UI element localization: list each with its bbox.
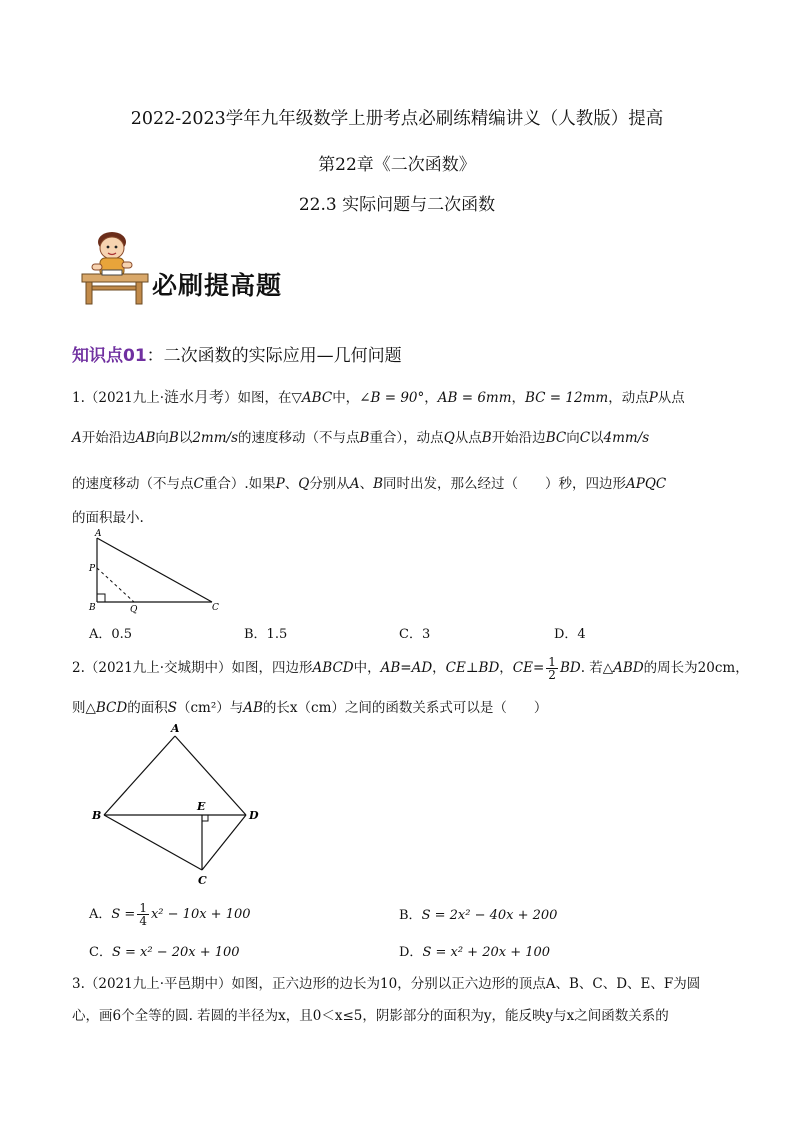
q2-option-d-expr: S = x² + 20x + 100	[422, 945, 551, 960]
q2-text-d: 的周长为20cm，	[643, 660, 749, 676]
q1-angle: ∠B = 90°	[359, 390, 425, 406]
q1-l3-e: 、	[359, 476, 374, 492]
label-q: Q	[130, 605, 138, 614]
q2-option-b-label: B．	[399, 908, 422, 923]
q2-l2-a: 则△	[72, 700, 96, 716]
edge-ab	[104, 736, 175, 815]
section-separator: ：	[146, 346, 164, 366]
edge-ad	[175, 736, 246, 815]
q2-option-d-label: D．	[399, 945, 423, 960]
q1-number: 1.（2021九上·	[72, 390, 165, 406]
q2-l2-d: 的长x（cm）之间的函数关系式可以是（ ）	[262, 700, 548, 716]
q1-option-b[interactable]: B．1.5	[244, 627, 288, 642]
q2-frac-num: 1	[548, 655, 556, 669]
q2-cond-ab-ad: AB=AD	[380, 660, 433, 676]
q1-l2-C: C	[579, 430, 591, 446]
q1-l2-bc: BC	[545, 430, 567, 446]
q2-option-c[interactable]	[89, 941, 240, 960]
q1-text-c: ，	[424, 390, 438, 406]
q1-l2-a: 开始沿边	[81, 430, 136, 446]
q1-l3-c: 、	[284, 476, 299, 492]
q2-abd: ABD	[613, 660, 644, 676]
q1-l2-d: 的速度移动（不与点	[238, 430, 360, 446]
q1-l3-f: 同时出发，那么经过（ ）秒，四边形	[382, 476, 626, 492]
q1-l2-e: 重合），动点	[369, 430, 444, 446]
q1-l3-B: B	[373, 476, 383, 492]
section-title: 22.3 实际问题与二次函数	[298, 195, 496, 215]
q2-ab: AB	[243, 700, 263, 716]
q2-bcd: BCD	[95, 700, 128, 716]
q1-line2	[72, 426, 649, 446]
q1-speed-p: 2mm/s	[192, 430, 239, 446]
q2-option-c-label: C．	[89, 945, 112, 960]
q2-option-a[interactable]	[89, 902, 251, 927]
q1-text-e: ，动点	[608, 390, 649, 406]
q1-l2-g: 开始沿边	[491, 430, 546, 446]
q1-text-f: 从点	[657, 390, 685, 406]
q1-speed-q: 4mm/s	[603, 430, 650, 446]
q2-text-a: 2.（2021九上·交城期中）如图，四边形	[72, 660, 313, 676]
q1-bc: BC = 12mm	[525, 390, 609, 406]
q1-l3-a: 的速度移动（不与点	[72, 476, 194, 492]
q2-cond-ce: CE=	[512, 660, 545, 676]
q2-line2	[72, 696, 547, 716]
q1-triangle-figure	[80, 528, 230, 614]
q1-l2-b: 向	[155, 430, 169, 446]
right-angle-mark	[202, 815, 208, 821]
section-topic: 二次函数的实际应用—几何问题	[163, 346, 402, 366]
q2-cond-perp: CE⊥BD	[445, 660, 500, 676]
q1-l2-q: Q	[443, 430, 455, 446]
q1-l2-c: 以	[178, 430, 193, 446]
q1-l2-B2: B	[359, 430, 370, 446]
q2-option-c-expr: S = x² − 20x + 100	[111, 945, 240, 960]
q2-option-a-post: x² − 10x + 100	[150, 907, 251, 922]
right-angle-mark	[97, 594, 105, 602]
q2-quadrilateral-figure	[88, 720, 268, 890]
q2-option-a-fraction	[137, 902, 149, 927]
q1-triangle: ▽ABC	[291, 390, 333, 406]
label-p: P	[89, 564, 96, 574]
q1-l3-A: A	[349, 476, 360, 492]
q1-l3-b: 重合）.如果	[203, 476, 276, 492]
q2-line1	[72, 656, 749, 681]
q2-text-c: . 若△	[580, 660, 614, 676]
q1-l3-d: 分别从	[309, 476, 350, 492]
q3-line2: 心，画6个全等的圆. 若圆的半径为x，且0＜x≤5，阴影部分的面积为y，能反映y与x之间函数关系的	[72, 1008, 669, 1024]
q2-abcd: ABCD	[312, 660, 354, 676]
label-a: A	[95, 529, 102, 539]
q2-option-a-label: A．	[89, 907, 112, 922]
banner-label: 必刷提高题	[152, 271, 283, 300]
q1-line3	[72, 472, 666, 492]
q2-text-b: 中，	[353, 660, 381, 676]
q2-s-var: S	[167, 700, 177, 716]
segment-pq	[97, 568, 134, 602]
q1-pt-a: A	[72, 430, 82, 446]
q1-text-b: 中，	[332, 390, 360, 406]
q1-l3-p: P	[275, 476, 285, 492]
q2-l2-c: （cm²）与	[176, 700, 244, 716]
section-heading	[72, 341, 402, 366]
edge-ac	[97, 538, 212, 602]
q2-option-b-expr: S = 2x² − 40x + 200	[421, 908, 558, 923]
edge-bc	[104, 815, 202, 870]
q1-l2-i: 以	[590, 430, 604, 446]
label-b: B	[89, 603, 96, 613]
q1-option-d[interactable]: D．4	[554, 627, 586, 642]
label-e: E	[197, 800, 206, 813]
knowledge-point-label: 知识点01	[72, 346, 147, 366]
q1-l2-h: 向	[566, 430, 580, 446]
q2-option-d[interactable]	[399, 941, 550, 960]
q1-l3-C: C	[193, 476, 204, 492]
q1-l2-ab: AB	[135, 430, 156, 446]
edge-dc	[202, 815, 246, 870]
q1-l2-B: B	[168, 430, 179, 446]
q2-fraction	[546, 656, 558, 681]
q2-option-a-pre: S =	[111, 907, 136, 922]
label-c: C	[212, 603, 219, 613]
document-title: 2022-2023学年九年级数学上册考点必刷练精编讲义（人教版）提高	[130, 109, 664, 129]
q2-comma1: ，	[432, 660, 446, 676]
q1-line1	[72, 386, 685, 407]
q1-l3-q: Q	[298, 476, 310, 492]
q1-quadrilateral: APQC	[625, 476, 667, 492]
label-c: C	[198, 874, 207, 887]
q1-source: 涟水月考	[164, 388, 225, 406]
q1-ab: AB = 6mm	[437, 390, 512, 406]
student-at-desk-icon	[78, 228, 158, 308]
q2-option-a-den: 4	[139, 914, 147, 928]
q2-frac-den: 2	[548, 668, 556, 682]
q2-option-a-num: 1	[139, 901, 147, 915]
q1-line4: 的面积最小.	[72, 510, 144, 526]
q2-bd: BD	[559, 660, 581, 676]
label-a: A	[171, 722, 180, 735]
q1-option-c[interactable]: C．3	[399, 627, 431, 642]
q2-option-b[interactable]	[399, 904, 557, 923]
q1-p: P	[648, 390, 658, 406]
label-b: B	[92, 809, 102, 822]
label-d: D	[249, 809, 259, 822]
q1-l2-f: 从点	[454, 430, 482, 446]
q2-l2-b: 的面积	[127, 700, 168, 716]
q2-comma2: ，	[499, 660, 513, 676]
q1-text-a: ）如图，在	[224, 390, 292, 406]
q1-l2-B3: B	[481, 430, 492, 446]
q3-line1: 3.（2021九上·平邑期中）如图，正六边形的边长为10，分别以正六边形的顶点A、B、C、D、E、F为圆	[72, 976, 701, 992]
chapter-title: 第22章《二次函数》	[318, 155, 476, 175]
q1-text-d: ，	[511, 390, 526, 406]
q1-option-a[interactable]: A．0.5	[89, 627, 133, 642]
